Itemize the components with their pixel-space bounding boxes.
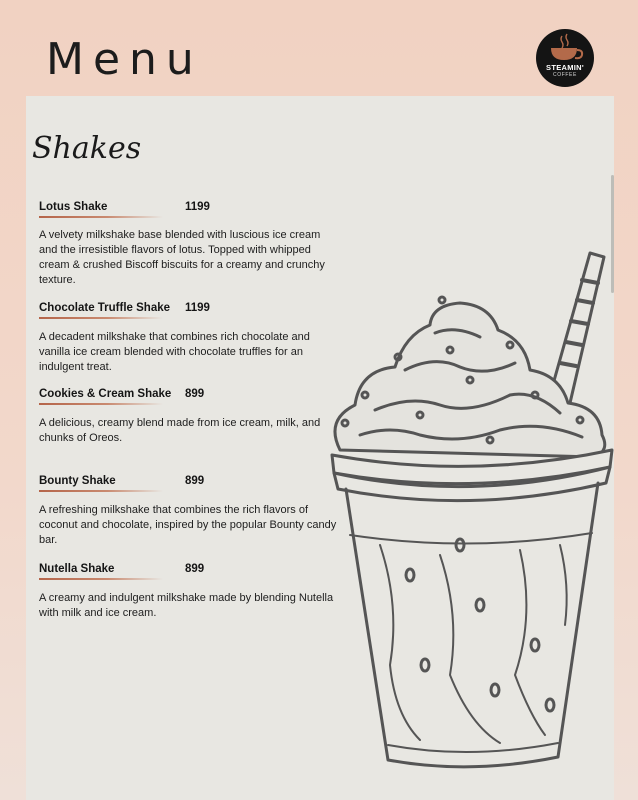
item-description: A decadent milkshake that combines rich chocolate and vanilla ice cream blended with chocolate truffles for an indulgent treat.	[39, 331, 310, 373]
page-title: Menu	[46, 34, 203, 85]
item-description: A delicious, creamy blend made from ice cream, milk, and chunks of Oreos.	[39, 417, 321, 444]
item-name: Lotus Shake	[39, 201, 108, 213]
section-title-text: Shakes	[32, 131, 142, 166]
logo-brand-text: STEAMIN'	[546, 63, 584, 72]
section-title	[30, 118, 170, 178]
item-name: Chocolate Truffle Shake	[39, 302, 171, 314]
milkshake-cup-illustration	[320, 245, 620, 785]
item-underline	[39, 317, 163, 319]
item-description: A velvety milkshake base blended with luscious ice cream and the irresistible flavors of lotus. Topped with whipped cream & crushed Biscoff biscuits for a creamy and crunchy texture.	[39, 229, 325, 286]
item-underline	[39, 490, 163, 492]
brand-logo	[536, 29, 594, 87]
item-name: Nutella Shake	[39, 563, 115, 575]
logo-sub-text: COFFEE	[553, 72, 577, 78]
menu-item	[39, 474, 339, 554]
item-price: 899	[185, 563, 205, 575]
item-price: 1199	[185, 201, 210, 213]
coffee-cup-icon	[546, 32, 584, 62]
item-name: Bounty Shake	[39, 475, 116, 487]
item-underline	[39, 578, 163, 580]
item-price: 899	[185, 388, 205, 400]
item-price: 899	[185, 475, 205, 487]
item-description: A creamy and indulgent milkshake made by blending Nutella with milk and ice cream.	[39, 592, 334, 619]
menu-item	[39, 562, 339, 627]
item-description: A refreshing milkshake that combines the rich flavors of coconut and chocolate, inspired by the popular Bounty candy bar.	[39, 504, 337, 546]
item-price: 1199	[185, 302, 210, 314]
menu-header	[0, 0, 638, 96]
item-underline	[39, 403, 163, 405]
menu-item	[39, 387, 339, 452]
menu-item	[39, 301, 339, 381]
item-name: Cookies & Cream Shake	[39, 388, 172, 400]
menu-item	[39, 200, 339, 295]
item-underline	[39, 216, 163, 218]
